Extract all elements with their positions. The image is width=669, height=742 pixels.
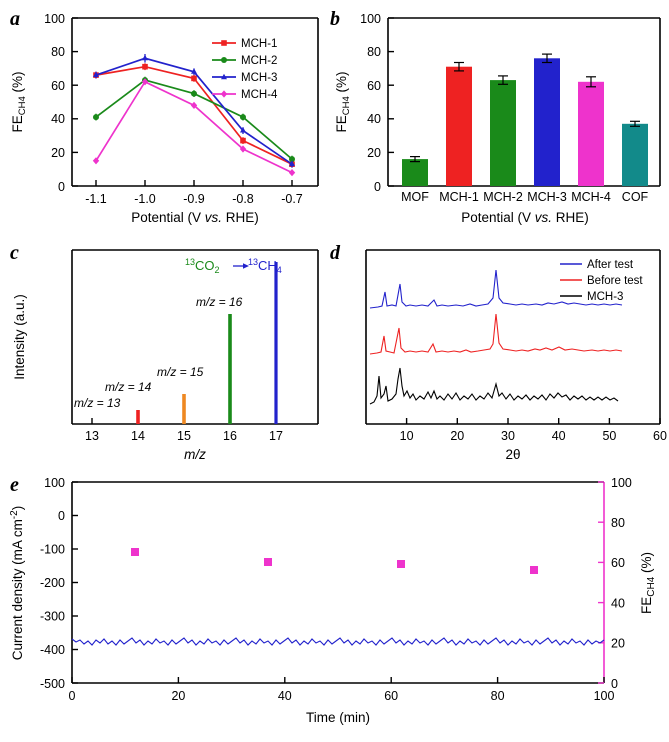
svg-text:60: 60 [611, 556, 625, 570]
svg-text:80: 80 [367, 45, 381, 59]
svg-text:100: 100 [44, 12, 65, 26]
svg-text:0: 0 [374, 180, 381, 194]
panel-b-axes [388, 18, 660, 186]
panel-a-xaxis-title: Potential (V vs. RHE) [131, 210, 259, 225]
legend-label-mch1: MCH-1 [241, 38, 278, 50]
panel-b-xtick-labels [401, 190, 648, 204]
panel-d-legend [560, 259, 643, 303]
svg-text:20: 20 [450, 429, 465, 443]
svg-text:13: 13 [85, 429, 99, 443]
panel-c-peak-labels [74, 295, 243, 410]
panel-a-ytick-labels [44, 12, 65, 194]
bar-category-label: MCH-2 [483, 190, 523, 204]
bar-category-label: COF [621, 190, 649, 204]
svg-text:17: 17 [269, 429, 283, 443]
svg-text:40: 40 [51, 112, 65, 126]
svg-text:40: 40 [611, 596, 625, 611]
svg-text:0: 0 [68, 689, 76, 703]
panel-d-trace-before [370, 314, 622, 354]
svg-text:100: 100 [611, 476, 632, 490]
panel-label-a: a [10, 8, 20, 30]
panel-b-xaxis-title: Potential (V vs. RHE) [461, 210, 589, 225]
svg-text:100: 100 [360, 12, 381, 26]
svg-text:-200: -200 [39, 576, 65, 590]
panel-b-yaxis-title: $FE_{CH4}$ (%) [334, 71, 352, 133]
svg-text:20: 20 [51, 146, 65, 160]
panel-d-xtick-labels [400, 429, 667, 443]
svg-text:-400: -400 [39, 643, 65, 657]
panel-e-right-ytick-labels [611, 476, 632, 691]
panel-b-ytick-labels [360, 12, 381, 194]
panel-c [0, 236, 330, 468]
svg-text:15: 15 [177, 429, 191, 443]
legend-label-after-test: After test [587, 259, 634, 271]
svg-text:60: 60 [51, 79, 65, 93]
bar-category-label: MOF [401, 190, 429, 204]
bar-category-label: MCH-4 [571, 190, 611, 204]
svg-text:100: 100 [593, 689, 615, 703]
svg-text:13CH4: $^{13}CH_4$ [248, 257, 282, 275]
svg-text:80: 80 [51, 45, 65, 59]
svg-text:0: 0 [58, 509, 65, 523]
panel-e-xtick-labels [69, 689, 615, 703]
panel-e-left-ytick-labels [40, 476, 65, 691]
legend-label-mch2: MCH-2 [241, 55, 278, 67]
svg-text:10: 10 [399, 429, 414, 443]
bar-category-label: MCH-3 [527, 190, 567, 204]
svg-text:-0.8: -0.8 [232, 192, 254, 206]
peak-label-13: m/z = 13 [74, 396, 121, 410]
panel-label-c: c [10, 242, 19, 264]
panel-b-errorbars [410, 54, 640, 162]
legend-label-before-test: Before test [587, 275, 643, 287]
panel-d-trace-mch3 [370, 368, 618, 404]
svg-text:20: 20 [367, 146, 381, 160]
svg-text:-300: -300 [39, 609, 65, 624]
panel-e-right-yaxis-title: $FE_{CH4}$ (%) [639, 551, 657, 615]
panel-a-legend [212, 38, 278, 101]
panel-e-yaxis-title: Current density (mA $cm^{-2}$) [9, 505, 25, 661]
panel-e-xaxis-title: Time (min) [306, 710, 370, 725]
panel-c-annotation [185, 257, 282, 275]
panel-e-fe-points [131, 548, 538, 574]
svg-text:13CO2: $^{13}CO_2$ [185, 257, 220, 275]
svg-text:-1.1: -1.1 [85, 192, 107, 206]
panel-c-peaks [136, 262, 277, 424]
svg-text:100: 100 [44, 476, 65, 490]
panel-d-xaxis-title: 2θ [505, 447, 521, 462]
panel-a-xtick-labels [85, 192, 303, 206]
svg-text:0: 0 [58, 180, 65, 194]
legend-label-mch4: MCH-4 [241, 89, 278, 101]
panel-e-axes [72, 482, 604, 683]
peak-label-15: m/z = 15 [157, 365, 204, 379]
svg-text:-1.0: -1.0 [134, 192, 156, 206]
svg-text:14: 14 [131, 429, 145, 443]
panel-label-d: d [330, 242, 340, 264]
svg-text:60: 60 [653, 429, 667, 443]
peak-label-14: m/z = 14 [105, 380, 152, 394]
svg-text:80: 80 [490, 689, 505, 703]
panel-a-yaxis-title: $FE_{CH4}$ (%) [10, 71, 28, 133]
svg-text:20: 20 [171, 689, 186, 703]
panel-c-yaxis-title: Intensity (a.u.) [12, 294, 27, 380]
panel-a-axes [72, 18, 318, 186]
svg-text:60: 60 [384, 689, 399, 703]
svg-text:30: 30 [501, 429, 515, 443]
panel-d [330, 236, 669, 468]
peak-label-16: m/z = 16 [196, 295, 243, 309]
svg-text:40: 40 [277, 689, 292, 703]
svg-text:0: 0 [611, 677, 618, 691]
svg-text:-100: -100 [39, 542, 65, 557]
svg-text:-0.7: -0.7 [281, 192, 303, 206]
svg-text:-500: -500 [39, 677, 65, 691]
panel-b [330, 0, 669, 230]
legend-label-mch3-xrd: MCH-3 [587, 291, 624, 303]
svg-text:60: 60 [367, 79, 381, 93]
svg-text:20: 20 [611, 636, 625, 651]
svg-text:50: 50 [602, 429, 617, 443]
bar-category-label: MCH-1 [439, 190, 479, 204]
panel-d-trace-after [370, 270, 622, 308]
panel-c-xtick-labels [85, 429, 283, 443]
panel-b-bars [402, 58, 648, 186]
panel-e-current-trace [72, 638, 604, 645]
legend-label-mch3: MCH-3 [241, 72, 278, 84]
svg-text:16: 16 [223, 429, 237, 443]
panel-label-b: b [330, 8, 340, 30]
svg-text:80: 80 [611, 516, 625, 530]
svg-text:-0.9: -0.9 [183, 192, 205, 206]
panel-e [0, 468, 669, 742]
panel-c-xaxis-title: m/z [184, 447, 206, 462]
panel-label-e: e [10, 474, 19, 496]
svg-text:40: 40 [551, 429, 566, 443]
svg-text:40: 40 [367, 112, 381, 126]
panel-a [0, 0, 330, 230]
